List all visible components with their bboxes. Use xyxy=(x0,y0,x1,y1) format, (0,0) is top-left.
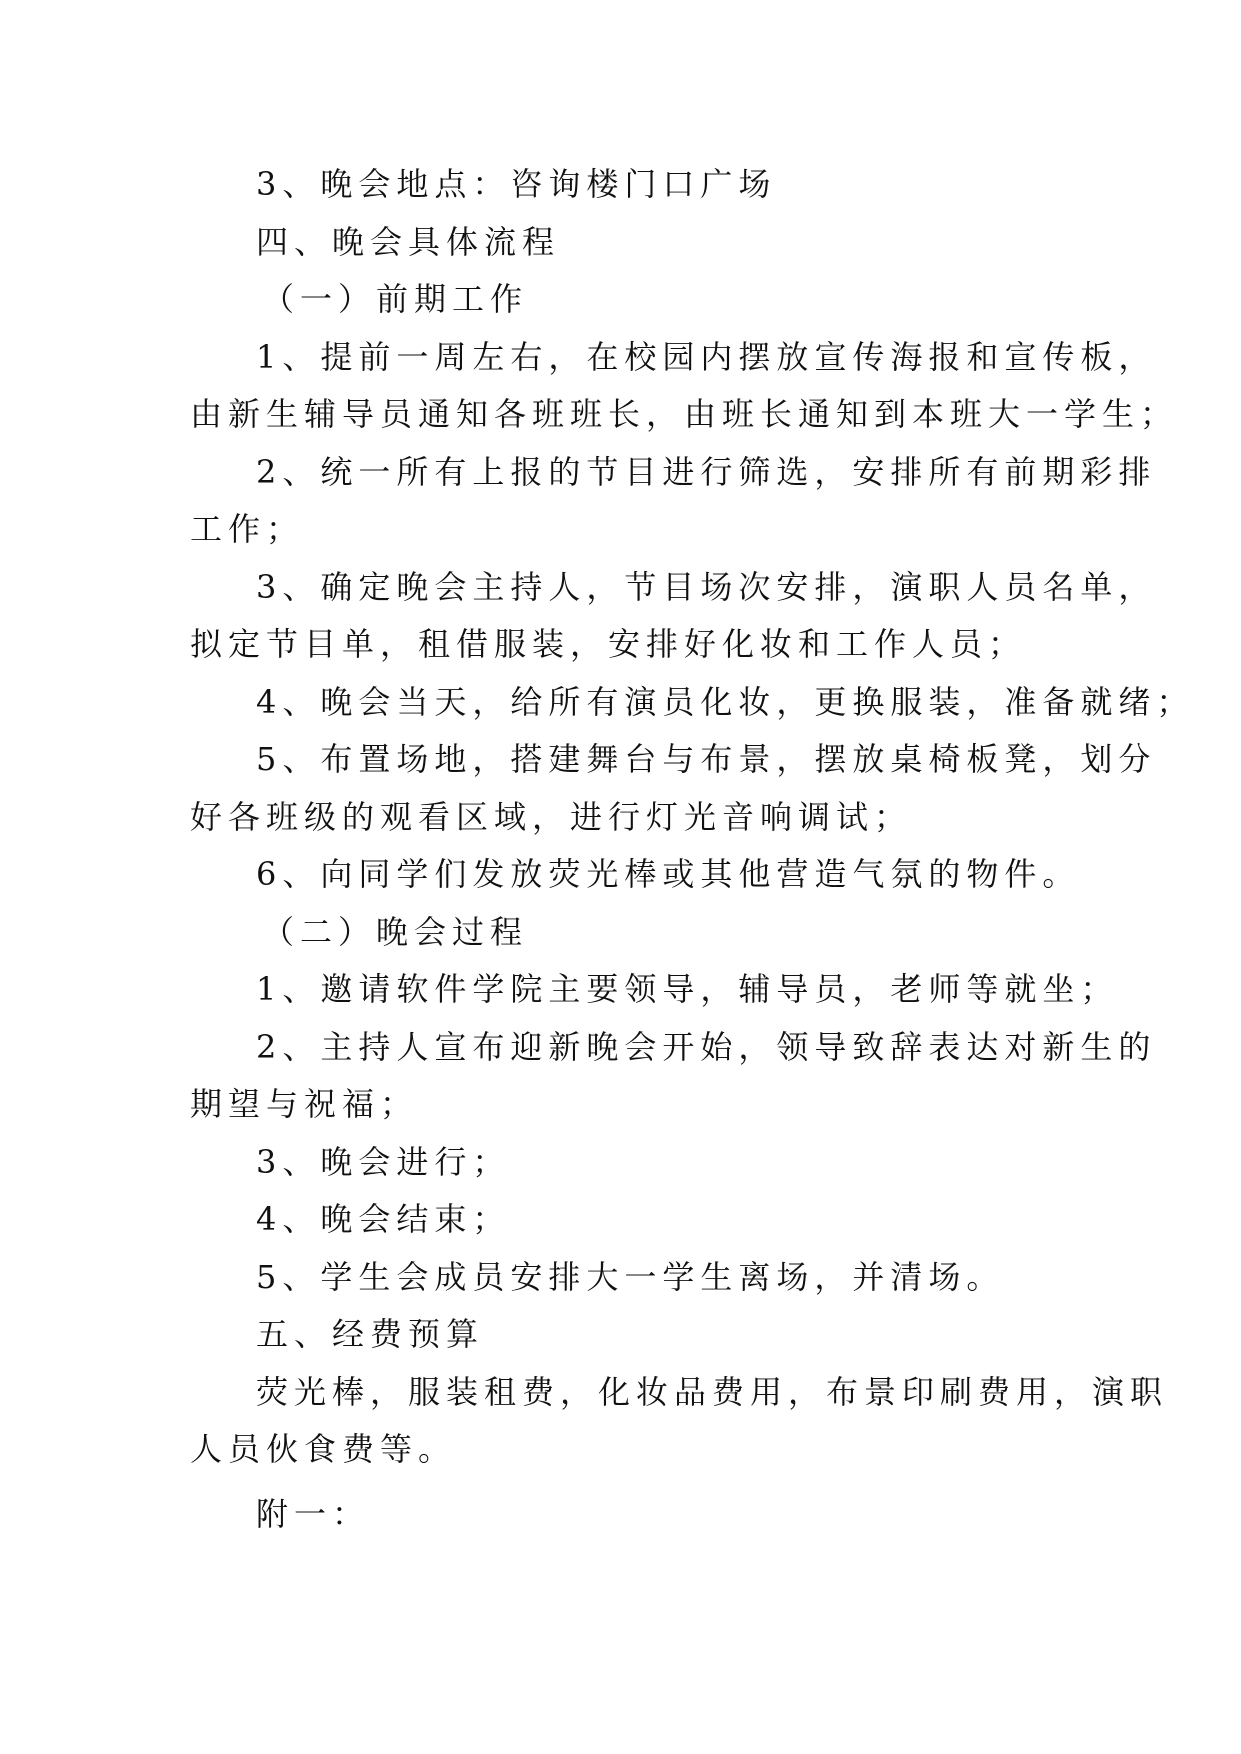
subsection-heading-1: （一）前期工作 xyxy=(262,280,529,318)
prep-item-1-line-1: 1、提前一周左右，在校园内摆放宣传海报和宣传板， xyxy=(256,338,1157,376)
process-item-3: 3、晚会进行； xyxy=(256,1143,511,1181)
process-item-5: 5、学生会成员安排大一学生离场，并清场。 xyxy=(256,1258,1005,1296)
section-heading-4: 四、晚会具体流程 xyxy=(256,223,561,261)
prep-item-6: 6、向同学们发放荧光棒或其他营造气氛的物件。 xyxy=(256,855,1081,893)
section-heading-5: 五、经费预算 xyxy=(256,1315,485,1353)
process-item-2-line-1: 2、主持人宣布迎新晚会开始，领导致辞表达对新生的 xyxy=(256,1028,1157,1066)
appendix-heading: 附一： xyxy=(256,1495,371,1533)
prep-item-3-line-2: 拟定节目单，租借服装，安排好化妆和工作人员； xyxy=(190,625,1027,663)
prep-item-3-line-1: 3、确定晚会主持人，节目场次安排，演职人员名单， xyxy=(256,568,1157,606)
subsection-heading-2: （二）晚会过程 xyxy=(262,913,529,951)
budget-line-2: 人员伙食费等。 xyxy=(190,1430,457,1468)
process-item-4: 4、晚会结束； xyxy=(256,1200,511,1238)
prep-item-5-line-1: 5、布置场地，搭建舞台与布景，摆放桌椅板凳，划分 xyxy=(256,740,1157,778)
prep-item-2-line-2: 工作； xyxy=(190,510,305,548)
budget-line-1: 荧光棒，服装租费，化妆品费用，布景印刷费用，演职 xyxy=(256,1373,1169,1411)
prep-item-4: 4、晚会当天，给所有演员化妆，更换服装，准备就绪； xyxy=(256,683,1195,721)
process-item-1: 1、邀请软件学院主要领导，辅导员，老师等就坐； xyxy=(256,970,1119,1008)
prep-item-2-line-1: 2、统一所有上报的节目进行筛选，安排所有前期彩排 xyxy=(256,453,1157,491)
venue-line: 3、晚会地点：咨询楼门口广场 xyxy=(256,165,777,203)
prep-item-5-line-2: 好各班级的观看区域，进行灯光音响调试； xyxy=(190,798,913,836)
process-item-2-line-2: 期望与祝福； xyxy=(190,1085,419,1123)
prep-item-1-line-2: 由新生辅导员通知各班班长，由班长通知到本班大一学生； xyxy=(190,395,1179,433)
